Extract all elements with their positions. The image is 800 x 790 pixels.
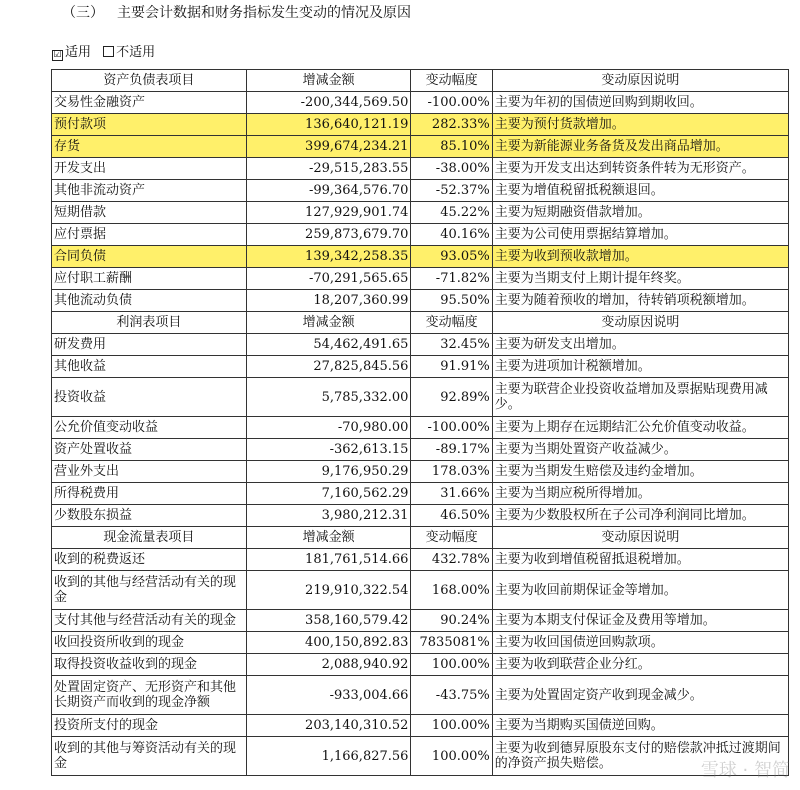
reason-cell: 主要为年初的国债逆回购到期收回。 — [492, 92, 788, 114]
reason-cell: 主要为当期应税所得增加。 — [492, 483, 788, 505]
reason-cell: 主要为开发支出达到转资条件转为无形资产。 — [492, 158, 788, 180]
item-cell: 收到的其他与筹资活动有关的现金 — [52, 737, 247, 776]
table-row — [52, 549, 789, 571]
financial-changes-table — [51, 69, 789, 776]
change-pct-cell: 7835081% — [411, 632, 492, 654]
table-row — [52, 290, 789, 312]
column-header: 现金流量表项目 — [52, 527, 247, 549]
reason-cell: 主要为收回前期保证金等增加。 — [492, 571, 788, 610]
table-row — [52, 136, 789, 158]
change-pct-cell: 100.00% — [411, 654, 492, 676]
reason-cell: 主要为当期支付上期计提年终奖。 — [492, 268, 788, 290]
section-heading — [62, 2, 411, 24]
reason-cell: 主要为联营企业投资收益增加及票据贴现费用减少。 — [492, 378, 788, 417]
table-row — [52, 632, 789, 654]
change-pct-cell: -52.37% — [411, 180, 492, 202]
amount-cell: 219,910,322.54 — [246, 571, 411, 610]
change-pct-cell: -71.82% — [411, 268, 492, 290]
amount-cell: 203,140,310.52 — [246, 715, 411, 737]
table-row — [52, 483, 789, 505]
amount-cell: -99,364,576.70 — [246, 180, 411, 202]
item-cell: 存货 — [52, 136, 247, 158]
applicable-option[interactable] — [52, 45, 91, 60]
reason-cell: 主要为研发支出增加。 — [492, 334, 788, 356]
amount-cell: 2,088,940.92 — [246, 654, 411, 676]
reason-cell: 主要为公司使用票据结算增加。 — [492, 224, 788, 246]
reason-cell: 主要为当期购买国债逆回购。 — [492, 715, 788, 737]
table-row — [52, 202, 789, 224]
amount-cell: -70,291,565.65 — [246, 268, 411, 290]
section-header-row — [52, 312, 789, 334]
change-pct-cell: 100.00% — [411, 737, 492, 776]
table-row — [52, 356, 789, 378]
column-header: 变动幅度 — [411, 70, 492, 92]
column-header: 变动原因说明 — [492, 70, 788, 92]
item-cell: 投资所支付的现金 — [52, 715, 247, 737]
change-pct-cell: -38.00% — [411, 158, 492, 180]
amount-cell: 259,873,679.70 — [246, 224, 411, 246]
table-row — [52, 439, 789, 461]
reason-cell: 主要为收到联营企业分红。 — [492, 654, 788, 676]
item-cell: 开发支出 — [52, 158, 247, 180]
amount-cell: 27,825,845.56 — [246, 356, 411, 378]
item-cell: 应付职工薪酬 — [52, 268, 247, 290]
table-row — [52, 246, 789, 268]
column-header: 变动原因说明 — [492, 312, 788, 334]
table-row — [52, 224, 789, 246]
amount-cell: 1,166,827.56 — [246, 737, 411, 776]
amount-cell: -933,004.66 — [246, 676, 411, 715]
section-header-row — [52, 70, 789, 92]
reason-cell: 主要为本期支付保证金及费用等增加。 — [492, 610, 788, 632]
table-row — [52, 334, 789, 356]
unchecked-box-icon — [103, 46, 114, 57]
change-pct-cell: 178.03% — [411, 461, 492, 483]
table-row — [52, 505, 789, 527]
not-applicable-label: 不适用 — [116, 45, 156, 60]
table-row — [52, 378, 789, 417]
reason-cell: 主要为进项加计税额增加。 — [492, 356, 788, 378]
section-number: （三） — [62, 5, 104, 21]
reason-cell: 主要为收回国债逆回购款项。 — [492, 632, 788, 654]
column-header: 利润表项目 — [52, 312, 247, 334]
column-header: 变动原因说明 — [492, 527, 788, 549]
item-cell: 少数股东损益 — [52, 505, 247, 527]
item-cell: 收到的税费返还 — [52, 549, 247, 571]
amount-cell: 7,160,562.29 — [246, 483, 411, 505]
change-pct-cell: 91.91% — [411, 356, 492, 378]
reason-cell: 主要为收到德昇原股东支付的赔偿款冲抵过渡期间的净资产损失赔偿。 — [492, 737, 788, 776]
table-row — [52, 417, 789, 439]
column-header: 变动幅度 — [411, 527, 492, 549]
column-header: 增减金额 — [246, 70, 411, 92]
reason-cell: 主要为预付货款增加。 — [492, 114, 788, 136]
column-header: 资产负债表项目 — [52, 70, 247, 92]
change-pct-cell: 45.22% — [411, 202, 492, 224]
reason-cell: 主要为收到预收款增加。 — [492, 246, 788, 268]
amount-cell: 136,640,121.19 — [246, 114, 411, 136]
reason-cell: 主要为收到增值税留抵退税增加。 — [492, 549, 788, 571]
reason-cell: 主要为处置固定资产收到现金减少。 — [492, 676, 788, 715]
change-pct-cell: 100.00% — [411, 715, 492, 737]
watermark: 雪球 · 智简 — [700, 760, 790, 781]
amount-cell: -200,344,569.50 — [246, 92, 411, 114]
item-cell: 公允价值变动收益 — [52, 417, 247, 439]
section-title: 主要会计数据和财务指标发生变动的情况及原因 — [117, 5, 411, 21]
change-pct-cell: -100.00% — [411, 417, 492, 439]
item-cell: 合同负债 — [52, 246, 247, 268]
amount-cell: 139,342,258.35 — [246, 246, 411, 268]
not-applicable-option[interactable] — [103, 45, 155, 60]
section-header-row — [52, 527, 789, 549]
table-row — [52, 114, 789, 136]
amount-cell: -362,613.15 — [246, 439, 411, 461]
amount-cell: 3,980,212.31 — [246, 505, 411, 527]
amount-cell: 181,761,514.66 — [246, 549, 411, 571]
change-pct-cell: 40.16% — [411, 224, 492, 246]
amount-cell: -70,980.00 — [246, 417, 411, 439]
table-row — [52, 158, 789, 180]
item-cell: 所得税费用 — [52, 483, 247, 505]
column-header: 增减金额 — [246, 527, 411, 549]
item-cell: 收回投资所收到的现金 — [52, 632, 247, 654]
item-cell: 取得投资收益收到的现金 — [52, 654, 247, 676]
reason-cell: 主要为上期存在远期结汇公允价值变动收益。 — [492, 417, 788, 439]
item-cell: 应付票据 — [52, 224, 247, 246]
applicable-label: 适用 — [65, 45, 92, 60]
change-pct-cell: 31.66% — [411, 483, 492, 505]
amount-cell: 54,462,491.65 — [246, 334, 411, 356]
amount-cell: 5,785,332.00 — [246, 378, 411, 417]
change-pct-cell: 32.45% — [411, 334, 492, 356]
amount-cell: 127,929,901.74 — [246, 202, 411, 224]
table-row — [52, 654, 789, 676]
item-cell: 其他非流动资产 — [52, 180, 247, 202]
change-pct-cell: -100.00% — [411, 92, 492, 114]
table-row — [52, 676, 789, 715]
change-pct-cell: -89.17% — [411, 439, 492, 461]
amount-cell: -29,515,283.55 — [246, 158, 411, 180]
table-row — [52, 268, 789, 290]
change-pct-cell: 85.10% — [411, 136, 492, 158]
item-cell: 交易性金融资产 — [52, 92, 247, 114]
item-cell: 营业外支出 — [52, 461, 247, 483]
reason-cell: 主要为短期融资借款增加。 — [492, 202, 788, 224]
item-cell: 收到的其他与经营活动有关的现金 — [52, 571, 247, 610]
change-pct-cell: 46.50% — [411, 505, 492, 527]
item-cell: 资产处置收益 — [52, 439, 247, 461]
change-pct-cell: -43.75% — [411, 676, 492, 715]
change-pct-cell: 90.24% — [411, 610, 492, 632]
applicability-options — [52, 44, 163, 62]
reason-cell: 主要为随着预收的增加，待转销项税额增加。 — [492, 290, 788, 312]
column-header: 增减金额 — [246, 312, 411, 334]
item-cell: 支付其他与经营活动有关的现金 — [52, 610, 247, 632]
reason-cell: 主要为当期发生赔偿及违约金增加。 — [492, 461, 788, 483]
change-pct-cell: 282.33% — [411, 114, 492, 136]
item-cell: 短期借款 — [52, 202, 247, 224]
amount-cell: 9,176,950.29 — [246, 461, 411, 483]
item-cell: 研发费用 — [52, 334, 247, 356]
item-cell: 处置固定资产、无形资产和其他长期资产而收到的现金净额 — [52, 676, 247, 715]
reason-cell: 主要为当期处置资产收益减少。 — [492, 439, 788, 461]
item-cell: 其他收益 — [52, 356, 247, 378]
table-row — [52, 715, 789, 737]
reason-cell: 主要为增值税留抵税额退回。 — [492, 180, 788, 202]
change-pct-cell: 95.50% — [411, 290, 492, 312]
change-pct-cell: 432.78% — [411, 549, 492, 571]
change-pct-cell: 168.00% — [411, 571, 492, 610]
amount-cell: 358,160,579.42 — [246, 610, 411, 632]
amount-cell: 399,674,234.21 — [246, 136, 411, 158]
amount-cell: 400,150,892.83 — [246, 632, 411, 654]
table-row — [52, 461, 789, 483]
amount-cell: 18,207,360.99 — [246, 290, 411, 312]
table-row — [52, 737, 789, 776]
reason-cell: 主要为新能源业务备货及发出商品增加。 — [492, 136, 788, 158]
column-header: 变动幅度 — [411, 312, 492, 334]
change-pct-cell: 93.05% — [411, 246, 492, 268]
reason-cell: 主要为少数股权所在子公司净利润同比增加。 — [492, 505, 788, 527]
item-cell: 投资收益 — [52, 378, 247, 417]
item-cell: 其他流动负债 — [52, 290, 247, 312]
table-row — [52, 180, 789, 202]
table-row — [52, 610, 789, 632]
change-pct-cell: 92.89% — [411, 378, 492, 417]
table-row — [52, 92, 789, 114]
checked-box-icon: ☑ — [53, 50, 62, 60]
item-cell: 预付款项 — [52, 114, 247, 136]
table-row — [52, 571, 789, 610]
